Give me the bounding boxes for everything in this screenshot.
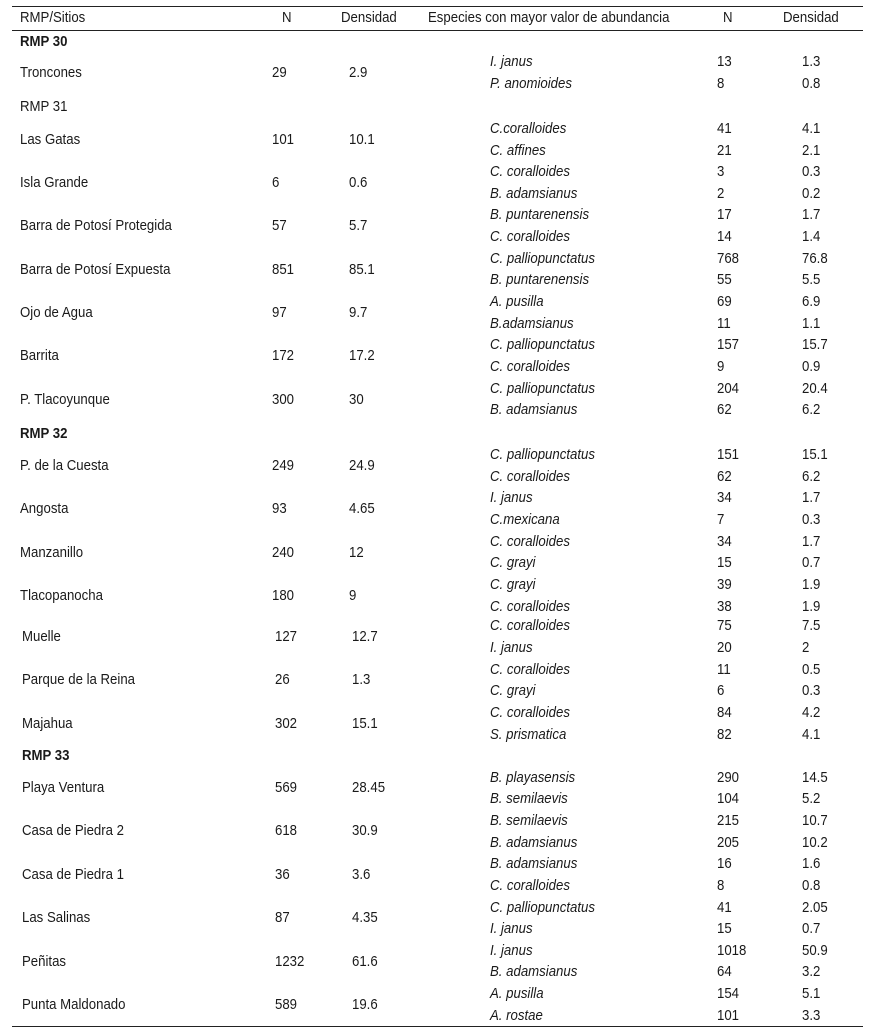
site-n: 172 — [272, 347, 295, 364]
species-density: 4.1 — [802, 120, 821, 137]
site-density: 0.6 — [349, 174, 368, 191]
species-name: I. janus — [490, 489, 533, 506]
site-n: 101 — [272, 131, 295, 148]
site-density: 19.6 — [352, 996, 378, 1013]
species-density: 3.2 — [802, 963, 821, 980]
species-n: 15 — [717, 554, 732, 571]
species-density: 2.05 — [802, 899, 828, 916]
site-n: 26 — [275, 671, 290, 688]
site-n: 127 — [275, 628, 298, 645]
species-density: 1.4 — [802, 228, 821, 245]
site-label: Parque de la Reina — [22, 671, 136, 688]
species-n: 290 — [717, 769, 740, 786]
site-density: 85.1 — [349, 261, 375, 278]
species-n: 13 — [717, 53, 732, 70]
species-name: C.mexicana — [490, 511, 560, 528]
group-label: RMP 30 — [20, 33, 68, 50]
site-label: Las Gatas — [20, 131, 81, 148]
species-n: 20 — [717, 639, 732, 656]
site-density: 12.7 — [352, 628, 378, 645]
site-n: 180 — [272, 587, 295, 604]
species-name: C. coralloides — [490, 661, 570, 678]
species-density: 0.5 — [802, 661, 821, 678]
species-name: C. grayi — [490, 682, 536, 699]
species-density: 15.7 — [802, 336, 828, 353]
species-name: B. semilaevis — [490, 790, 568, 807]
species-density: 1.7 — [802, 533, 821, 550]
species-density: 14.5 — [802, 769, 828, 786]
species-n: 34 — [717, 489, 732, 506]
species-n: 768 — [717, 250, 740, 267]
species-density: 6.2 — [802, 401, 821, 418]
site-density: 28.45 — [352, 779, 386, 796]
species-density: 5.1 — [802, 985, 821, 1002]
species-n: 157 — [717, 336, 740, 353]
species-name: C. coralloides — [490, 598, 570, 615]
site-n: 1232 — [275, 953, 305, 970]
species-name: C. coralloides — [490, 358, 570, 375]
header-species-density: Densidad — [783, 9, 839, 26]
species-density: 2.1 — [802, 142, 821, 159]
site-density: 10.1 — [349, 131, 375, 148]
species-density: 0.2 — [802, 185, 821, 202]
species-name: C. grayi — [490, 576, 536, 593]
species-n: 6 — [717, 682, 725, 699]
species-name: A. pusilla — [490, 293, 544, 310]
site-label: Peñitas — [22, 953, 67, 970]
species-density: 1.9 — [802, 598, 821, 615]
species-density: 7.5 — [802, 617, 821, 634]
species-density: 0.8 — [802, 877, 821, 894]
site-density: 5.7 — [349, 217, 368, 234]
header-species-n: N — [723, 9, 733, 26]
species-density: 0.8 — [802, 75, 821, 92]
species-name: B. adamsianus — [490, 834, 578, 851]
species-n: 101 — [717, 1007, 740, 1024]
species-name: B. adamsianus — [490, 185, 578, 202]
site-n: 36 — [275, 866, 290, 883]
species-name: C. palliopunctatus — [490, 250, 595, 267]
species-name: S. prismatica — [490, 726, 567, 743]
species-n: 215 — [717, 812, 740, 829]
species-n: 204 — [717, 380, 740, 397]
site-density: 30.9 — [352, 822, 378, 839]
species-density: 0.9 — [802, 358, 821, 375]
species-name: B. adamsianus — [490, 401, 578, 418]
site-label: Tlacopanocha — [20, 587, 103, 604]
species-name: B. playasensis — [490, 769, 576, 786]
species-n: 84 — [717, 704, 732, 721]
header-n: N — [282, 9, 292, 26]
species-density: 76.8 — [802, 250, 828, 267]
site-n: 300 — [272, 391, 295, 408]
group-label: RMP 33 — [22, 747, 70, 764]
species-density: 1.1 — [802, 315, 821, 332]
site-density: 9.7 — [349, 304, 368, 321]
species-name: B. puntarenensis — [490, 271, 590, 288]
site-label: Isla Grande — [20, 174, 89, 191]
site-n: 57 — [272, 217, 287, 234]
species-name: C. coralloides — [490, 877, 570, 894]
site-density: 3.6 — [352, 866, 371, 883]
species-name: C. palliopunctatus — [490, 380, 595, 397]
species-density: 6.2 — [802, 468, 821, 485]
species-name: B. adamsianus — [490, 963, 578, 980]
site-density: 4.35 — [352, 909, 378, 926]
species-density: 15.1 — [802, 446, 828, 463]
species-name: I. janus — [490, 639, 533, 656]
site-density: 30 — [349, 391, 364, 408]
species-n: 8 — [717, 75, 725, 92]
species-n: 17 — [717, 206, 732, 223]
species-n: 41 — [717, 120, 732, 137]
site-label: Punta Maldonado — [22, 996, 126, 1013]
species-n: 55 — [717, 271, 732, 288]
header-site: RMP/Sitios — [20, 9, 86, 26]
site-n: 302 — [275, 715, 298, 732]
species-name: C. affines — [490, 142, 546, 159]
species-name: C. coralloides — [490, 228, 570, 245]
species-name: C. coralloides — [490, 533, 570, 550]
site-n: 851 — [272, 261, 295, 278]
species-density: 0.3 — [802, 163, 821, 180]
species-density: 1.7 — [802, 206, 821, 223]
site-density: 12 — [349, 544, 364, 561]
site-label: Ojo de Agua — [20, 304, 93, 321]
site-label: Majahua — [22, 715, 73, 732]
site-label: Barra de Potosí Protegida — [20, 217, 172, 234]
site-density: 61.6 — [352, 953, 378, 970]
species-n: 34 — [717, 533, 732, 550]
species-name: I. janus — [490, 920, 533, 937]
species-n: 14 — [717, 228, 732, 245]
species-n: 82 — [717, 726, 732, 743]
species-density: 10.2 — [802, 834, 828, 851]
species-n: 7 — [717, 511, 725, 528]
site-label: Muelle — [22, 628, 61, 645]
species-n: 75 — [717, 617, 732, 634]
group-label: RMP 32 — [20, 425, 68, 442]
species-n: 154 — [717, 985, 740, 1002]
species-name: C. coralloides — [490, 468, 570, 485]
species-n: 1018 — [717, 942, 747, 959]
group-label: RMP 31 — [20, 98, 68, 115]
species-n: 69 — [717, 293, 732, 310]
site-n: 93 — [272, 500, 287, 517]
species-n: 39 — [717, 576, 732, 593]
species-name: I. janus — [490, 942, 533, 959]
species-name: B. adamsianus — [490, 855, 578, 872]
species-name: C. coralloides — [490, 704, 570, 721]
species-density: 1.6 — [802, 855, 821, 872]
site-density: 15.1 — [352, 715, 378, 732]
species-density: 3.3 — [802, 1007, 821, 1024]
species-density: 2 — [802, 639, 810, 656]
site-label: P. de la Cuesta — [20, 457, 109, 474]
site-n: 87 — [275, 909, 290, 926]
site-label: Troncones — [20, 64, 82, 81]
species-n: 62 — [717, 401, 732, 418]
site-n: 240 — [272, 544, 295, 561]
species-name: C. palliopunctatus — [490, 336, 595, 353]
site-n: 249 — [272, 457, 295, 474]
site-label: Las Salinas — [22, 909, 91, 926]
species-density: 0.7 — [802, 920, 821, 937]
site-label: Casa de Piedra 1 — [22, 866, 124, 883]
site-n: 569 — [275, 779, 298, 796]
table-header-rule — [12, 30, 863, 31]
species-density: 5.2 — [802, 790, 821, 807]
species-density: 0.7 — [802, 554, 821, 571]
species-name: C.coralloides — [490, 120, 567, 137]
species-name: B.adamsianus — [490, 315, 574, 332]
species-density: 50.9 — [802, 942, 828, 959]
species-name: I. janus — [490, 53, 533, 70]
species-n: 3 — [717, 163, 725, 180]
species-n: 2 — [717, 185, 725, 202]
species-density: 1.7 — [802, 489, 821, 506]
species-n: 41 — [717, 899, 732, 916]
species-density: 4.1 — [802, 726, 821, 743]
species-density: 4.2 — [802, 704, 821, 721]
species-n: 62 — [717, 468, 732, 485]
species-n: 21 — [717, 142, 732, 159]
site-density: 2.9 — [349, 64, 368, 81]
table-bottom-rule — [12, 1026, 863, 1027]
species-name: C. coralloides — [490, 163, 570, 180]
species-n: 9 — [717, 358, 725, 375]
site-density: 1.3 — [352, 671, 371, 688]
species-n: 151 — [717, 446, 740, 463]
site-n: 97 — [272, 304, 287, 321]
header-density: Densidad — [341, 9, 397, 26]
site-label: Manzanillo — [20, 544, 84, 561]
site-density: 17.2 — [349, 347, 375, 364]
species-name: B. semilaevis — [490, 812, 568, 829]
species-density: 1.3 — [802, 53, 821, 70]
site-density: 4.65 — [349, 500, 375, 517]
site-label: Barra de Potosí Expuesta — [20, 261, 171, 278]
species-n: 16 — [717, 855, 732, 872]
species-name: A. rostae — [490, 1007, 543, 1024]
species-name: C. palliopunctatus — [490, 446, 595, 463]
species-name: C. palliopunctatus — [490, 899, 595, 916]
table-top-rule — [12, 6, 863, 7]
site-n: 6 — [272, 174, 280, 191]
species-name: C. coralloides — [490, 617, 570, 634]
species-n: 64 — [717, 963, 732, 980]
site-label: Angosta — [20, 500, 69, 517]
site-label: Barrita — [20, 347, 59, 364]
site-density: 9 — [349, 587, 357, 604]
site-n: 618 — [275, 822, 298, 839]
species-density: 20.4 — [802, 380, 828, 397]
species-name: C. grayi — [490, 554, 536, 571]
species-n: 205 — [717, 834, 740, 851]
site-n: 29 — [272, 64, 287, 81]
site-label: Casa de Piedra 2 — [22, 822, 124, 839]
species-n: 11 — [717, 315, 731, 332]
species-density: 10.7 — [802, 812, 828, 829]
species-name: P. anomioides — [490, 75, 572, 92]
species-density: 5.5 — [802, 271, 821, 288]
species-name: A. pusilla — [490, 985, 544, 1002]
species-density: 6.9 — [802, 293, 821, 310]
species-n: 38 — [717, 598, 732, 615]
species-density: 1.9 — [802, 576, 821, 593]
site-label: P. Tlacoyunque — [20, 391, 110, 408]
species-n: 11 — [717, 661, 731, 678]
species-n: 104 — [717, 790, 740, 807]
species-density: 0.3 — [802, 682, 821, 699]
header-species: Especies con mayor valor de abundancia — [428, 9, 670, 26]
species-density: 0.3 — [802, 511, 821, 528]
species-n: 15 — [717, 920, 732, 937]
site-n: 589 — [275, 996, 298, 1013]
species-name: B. puntarenensis — [490, 206, 590, 223]
species-n: 8 — [717, 877, 725, 894]
site-label: Playa Ventura — [22, 779, 105, 796]
site-density: 24.9 — [349, 457, 375, 474]
